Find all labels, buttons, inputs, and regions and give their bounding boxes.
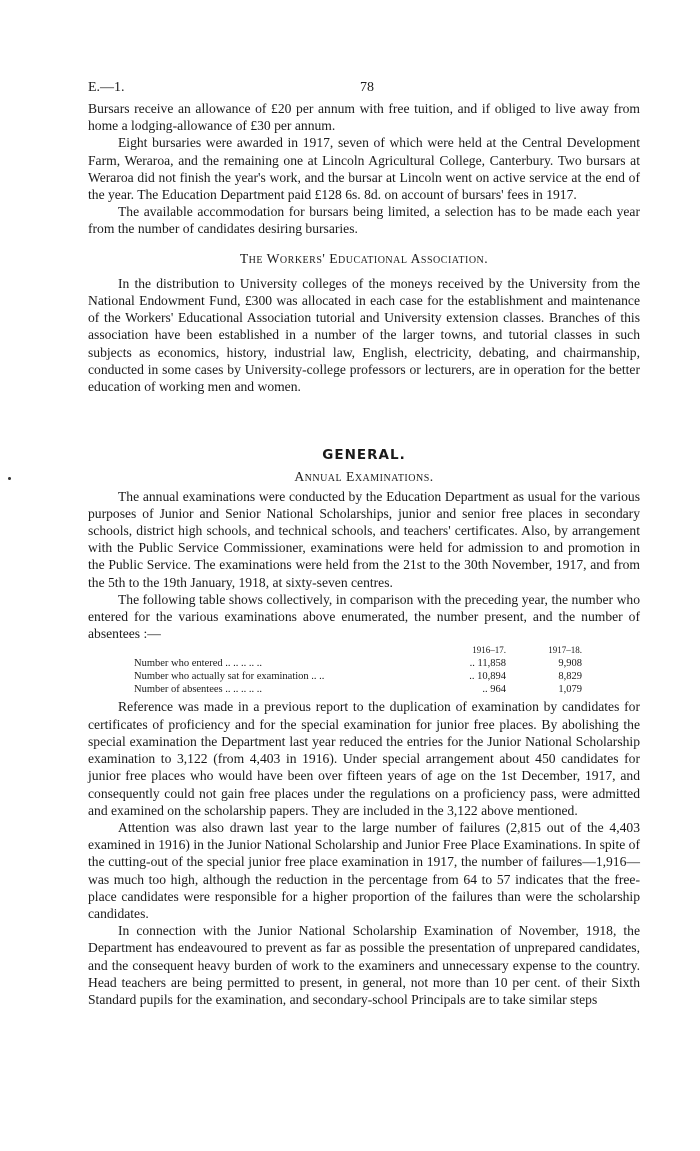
paragraph-accommodation: The available accommodation for bursars being limited, a selection has to be made each year from the number of candidates desiring bursaries. bbox=[88, 204, 640, 237]
document-body bbox=[88, 100, 640, 1008]
cell-value: .. 964 bbox=[482, 684, 506, 696]
row-label: Number of absentees .. .. .. .. .. bbox=[134, 684, 263, 696]
cell-value: 8,829 bbox=[558, 671, 582, 683]
paragraph-duplication: Reference was made in a previous report to the duplication of examination by candidates for certificates of proficiency and for the special examination for junior free places. By abolishing the special examination the Department last year reduced the entries for the Junior National Scholarship examination to 3,122 (from 4,403 in 1916). Under special arrangement about 450 candidates for junior free places who would have been over fifteen years of age on the 1st December, 1917, and consequently could not gain free places under the regulations on a proficiency pass, were admitted and examined on the scholarship papers. They are included in the 3,122 above mentioned. bbox=[88, 699, 640, 818]
table-row bbox=[134, 670, 618, 683]
cell-value: 1,079 bbox=[558, 684, 582, 696]
cell-value: .. 11,858 bbox=[469, 658, 506, 670]
report-code: E.—1. bbox=[88, 80, 125, 95]
row-label: Number who entered .. .. .. .. .. bbox=[134, 658, 263, 670]
paragraph-bursaries-awarded: Eight bursaries were awarded in 1917, seven of which were held at the Central Development Farm, Weraroa, and the remaining one at Lincoln Agricultural College, Canterbury. Two bursars at Weraroa did not finish the year's work, and the bursar at Lincoln went on active service at the end of the year. The Education Department paid £128 6s. 8d. on account of bursars' fees in 1917. bbox=[88, 135, 640, 203]
section-heading-annual-examinations: Annual Examinations. bbox=[294, 469, 434, 485]
cell-value: 9,908 bbox=[558, 658, 582, 670]
paragraph-wea: In the distribution to University colleges of the moneys received by the University from the National Endowment Fund, £300 was allocated in each case for the establishment and maintenance of the Workers' Educational Association tutorial and University extension classes. Branches of this association have been established in a number of the larger towns, and tutorial classes in such subjects as economics, history, industrial law, English, electricity, debating, and chairmanship, conducted in some cases by University-college professors or lecturers, are in operation for the better education of working men and women. bbox=[88, 275, 640, 395]
table-header-row bbox=[134, 644, 618, 657]
row-label: Number who actually sat for examination .. .. bbox=[134, 671, 325, 683]
paragraph-table-intro: The following table shows collectively, in comparison with the preceding year, the number who entered for the various examinations above enumerated, the number present, and the number of absentees :— bbox=[88, 591, 640, 642]
page-header bbox=[88, 80, 640, 100]
column-header: 1916–17. bbox=[472, 645, 506, 656]
paragraph-november-1918: In connection with the Junior National Scholarship Examination of November, 1918, the Department has endeavoured to prevent as far as possible the presentation of unprepared candidates, and the consequent heavy burden of work to the examiners and unnecessary expense to the country. Head teachers are being permitted to present, in general, not more than 10 per cent. of their Sixth Standard pupils for the examination, and secondary-school Principals are to take similar steps bbox=[88, 923, 640, 1007]
column-header: 1917–18. bbox=[548, 645, 582, 656]
section-heading-general: GENERAL. bbox=[322, 447, 406, 464]
examination-stats-table bbox=[134, 644, 618, 696]
margin-mark bbox=[8, 477, 11, 480]
cell-value: .. 10,894 bbox=[469, 671, 506, 683]
paragraph-annual-examinations: The annual examinations were conducted by the Education Department as usual for the various purposes of Junior and Senior National Scholarships, junior and senior free places in secondary schools, district high schools, and technical schools, and teachers' certificates. Also, by arrangement with the Public Service Commissioner, examinations were held for admission to and promotion in the Public Service. The examinations were held from the 21st to the 30th November, 1917, and from the 5th to the 19th January, 1918, at sixty-seven centres. bbox=[88, 488, 640, 590]
table-row bbox=[134, 683, 618, 696]
section-heading-wea: The Workers' Educational Association. bbox=[239, 250, 489, 266]
paragraph-failures: Attention was also drawn last year to the large number of failures (2,815 out of the 4,403 examined in 1916) in the Junior National Scholarship and Junior Free Place Examinations. In spite of the cutting-out of the special junior free place examination in 1917, the number of failures—1,916—was much too high, although the reduction in the percentage from 64 to 57 indicates that the free-place candidates were responsible for a higher proportion of the failures than were the scholarship candidates. bbox=[88, 819, 640, 921]
paragraph-bursars-allowance: Bursars receive an allowance of £20 per annum with free tuition, and if obliged to live away from home a lodging-allowance of £30 per annum. bbox=[88, 101, 640, 134]
table-row bbox=[134, 657, 618, 670]
page-number: 78 bbox=[360, 80, 374, 95]
